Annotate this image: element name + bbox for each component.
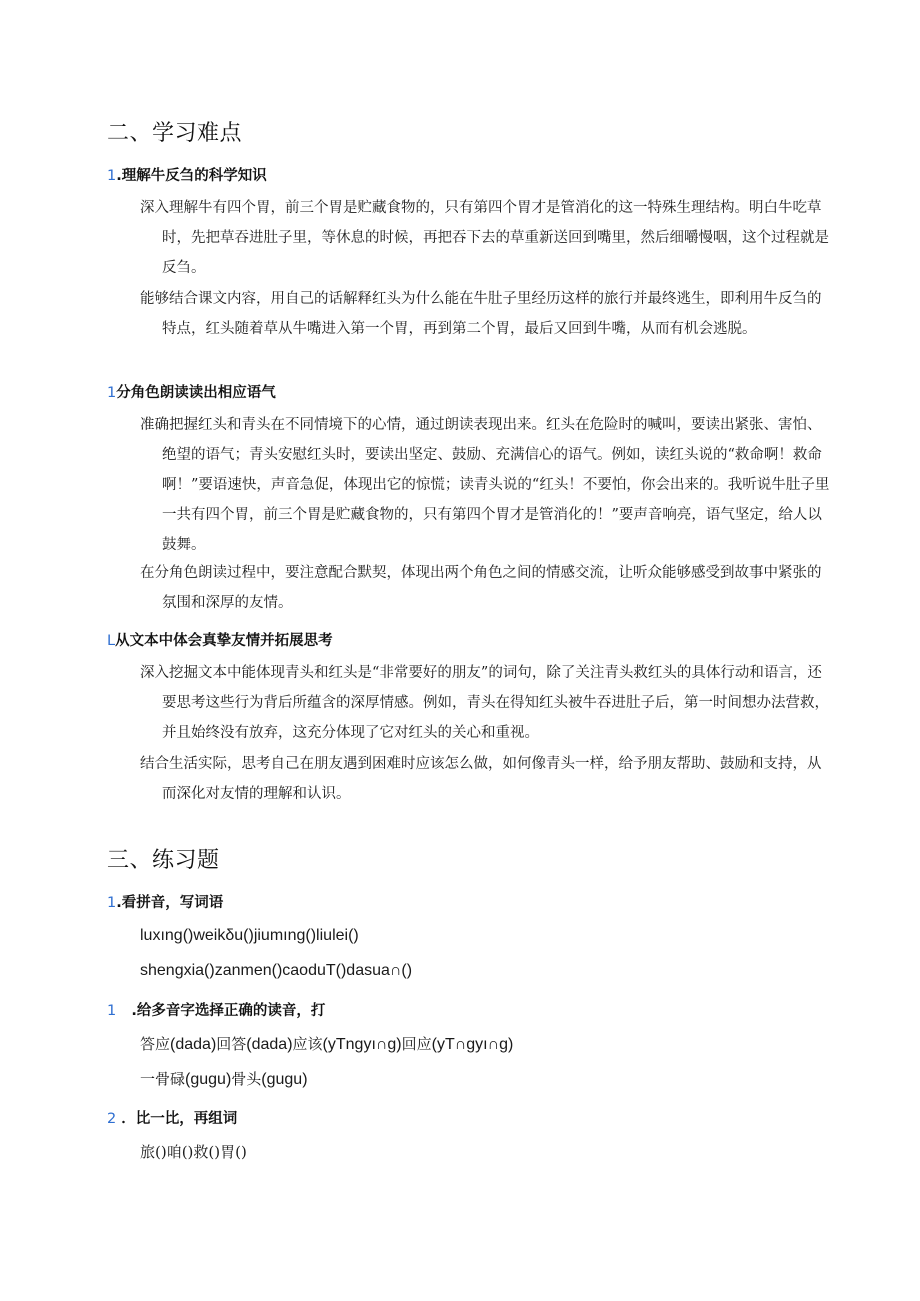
polyphone-line bbox=[140, 1033, 513, 1054]
paragraph: 准确把握红头和青头在不同情境下的心情，通过朗读表现出来。红头在危险时的喊叫，要读出紧张、害怕、绝望的语气；青头安慰红头时，要读出坚定、鼓励、充满信心的语气。例如，读红头说的“救命啊！救命啊！”要语速快，声音急促，体现出它的惊慌；读青头说的“红头！不要怕，你会出来的。我听说牛肚子里一共有四个胃，前三个胃是贮藏食物的，只有第四个胃才是管消化的！”要声音响亮，语气坚定，给人以鼓舞。 bbox=[140, 417, 830, 553]
paragraph: 在分角色朗读过程中，要注意配合默契，体现出两个角色之间的情感交流，让听众能够感受到故事中紧张的氛围和深厚的友情。 bbox=[140, 565, 822, 611]
question-text: .看拼音，写词语 bbox=[116, 895, 224, 911]
subheading-text: .理解牛反刍的科学知识 bbox=[116, 168, 267, 184]
word: 应该 bbox=[292, 1035, 323, 1053]
pinyin-option: (gugu) bbox=[185, 1071, 232, 1088]
word: 回应 bbox=[401, 1035, 432, 1053]
word: 一骨碌 bbox=[140, 1070, 186, 1088]
paragraph: 深入挖掘文本中能体现青头和红头是“非常要好的朋友”的词句，除了关注青头救红头的具体行动和语言，还要思考这些行为背后所蕴含的深厚情感。例如，青头在得知红头被牛吞进肚子后，第一时间想办法营救，并且始终没有放弃，这充分体现了它对红头的关心和重视。 bbox=[140, 665, 829, 741]
section-heading-exercises: 三、练习题 bbox=[107, 848, 220, 873]
subheading-text: 分角色朗读读出相应语气 bbox=[116, 385, 276, 401]
subheading-text: 从文本中体会真挚友情并拓展思考 bbox=[115, 633, 333, 649]
subheading-friendship bbox=[107, 629, 333, 650]
section-heading-difficulties: 二、学习难点 bbox=[107, 121, 243, 146]
paragraph: 能够结合课文内容，用自己的话解释红头为什么能在牛肚子里经历这样的旅行并最终逃生，即利用牛反刍的特点，红头随着草从牛嘴进入第一个胃，再到第二个胃，最后又回到牛嘴，从而有机会逃脱。 bbox=[140, 291, 822, 337]
question-polyphone bbox=[107, 999, 325, 1020]
pinyin-option: (yT∩gyı∩g) bbox=[431, 1036, 514, 1053]
subheading-number: L bbox=[107, 633, 116, 649]
paragraph: 结合生活实际，思考自己在朋友遇到困难时应该怎么做，如何像青头一样，给予朋友帮助、鼓励和支持，从而深化对友情的理解和认识。 bbox=[140, 756, 822, 802]
compare-line: 旅()咱()救()胃() bbox=[140, 1143, 247, 1161]
question-compare bbox=[107, 1107, 237, 1128]
word: 骨头 bbox=[231, 1070, 262, 1088]
question-number: 2 bbox=[107, 1111, 117, 1127]
subheading-number: 1 bbox=[107, 385, 117, 401]
pinyin-option: (dada) bbox=[170, 1036, 217, 1053]
paragraph: 深入理解牛有四个胃，前三个胃是贮藏食物的，只有第四个胃才是管消化的这一特殊生理结构。明白牛吃草时，先把草吞进肚子里，等休息的时候，再把吞下去的草重新送回到嘴里，然后细嚼慢咽，这个过程就是反刍。 bbox=[140, 200, 829, 276]
question-text: ．比一比，再组词 bbox=[121, 1111, 238, 1127]
pinyin-option: (yTngyı∩g) bbox=[322, 1036, 402, 1053]
subheading-rumination bbox=[107, 164, 267, 185]
word: 回答 bbox=[216, 1035, 247, 1053]
pinyin-line: shengxia()zanmen()caoduT()dasua∩() bbox=[140, 962, 413, 979]
word: 答应 bbox=[140, 1035, 171, 1053]
pinyin-option: (gugu) bbox=[261, 1071, 308, 1088]
question-number: 1 bbox=[107, 1003, 117, 1019]
polyphone-line bbox=[140, 1068, 308, 1089]
question-text: .给多音字选择正确的读音，打 bbox=[131, 1003, 326, 1019]
question-number: 1 bbox=[107, 895, 117, 911]
question-pinyin bbox=[107, 891, 223, 912]
pinyin-line: luxıng()weikδu()jiumıng()liulei() bbox=[140, 927, 359, 944]
subheading-role-reading bbox=[107, 381, 276, 402]
subheading-number: 1 bbox=[107, 168, 117, 184]
pinyin-option: (dada) bbox=[246, 1036, 293, 1053]
